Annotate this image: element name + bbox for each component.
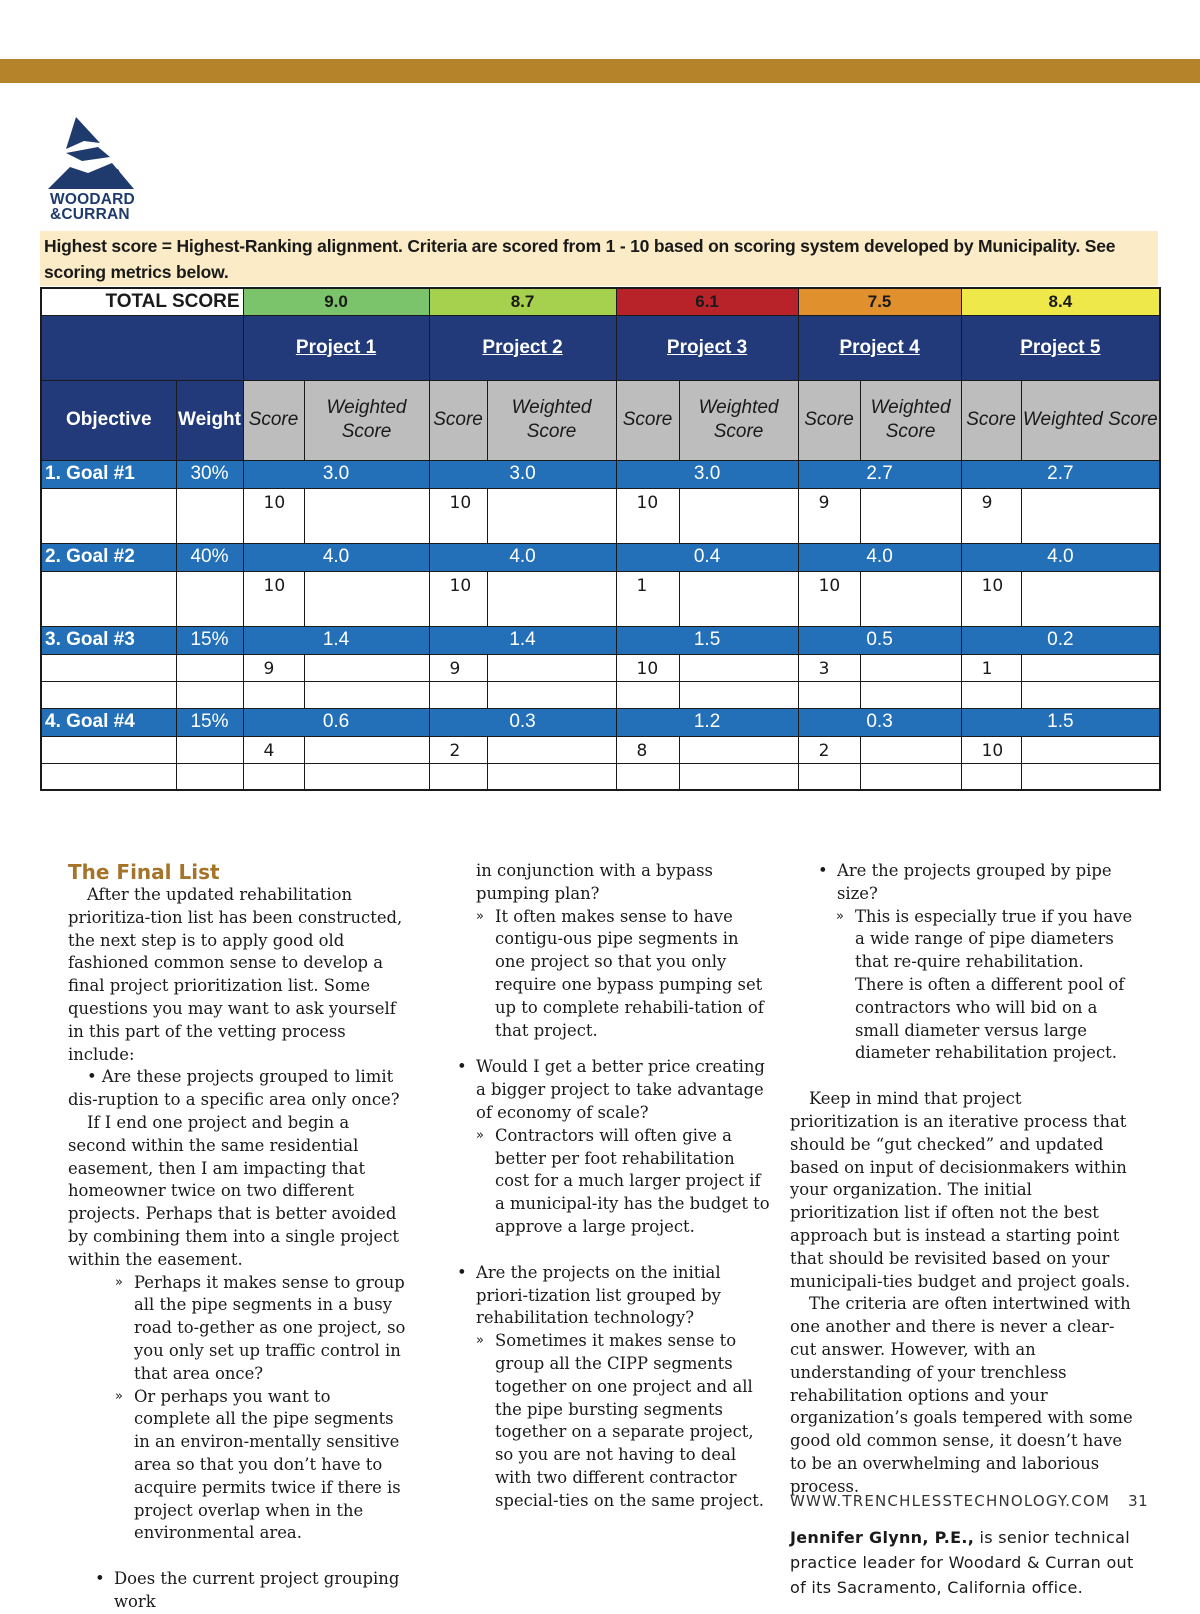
goal-name: 1. Goal #1 <box>41 460 176 488</box>
score-project-3: 10 <box>616 654 679 681</box>
bullet-marker-icon: • <box>457 1057 467 1077</box>
spacer-cell <box>1021 763 1160 790</box>
spacer-cell <box>243 763 304 790</box>
weighted-blank-cell <box>304 571 429 626</box>
weighted-score-project-4: 2.7 <box>798 460 961 488</box>
weighted-score-project-3: 3.0 <box>616 460 798 488</box>
article-column-1 <box>68 860 408 1614</box>
logo-wordmark <box>50 192 135 222</box>
weighted-blank-cell <box>304 654 429 681</box>
score-project-2: 10 <box>429 571 487 626</box>
weighted-blank-cell <box>487 736 616 763</box>
weighted-blank-cell <box>304 488 429 543</box>
goal-weight: 40% <box>176 543 243 571</box>
goal-weight: 30% <box>176 460 243 488</box>
bullet <box>818 860 1135 906</box>
weighted-score-project-1: 0.6 <box>243 708 429 736</box>
footer-website[interactable]: WWW.TRENCHLESSTECHNOLOGY.COM <box>790 1492 1111 1510</box>
sub-bullet-text: Or perhaps you want to complete all the pipe segments in an environ-mentally sensitive area so that you don’t have to acquire permits twice if there is project overlap when in the environmental area. <box>134 1386 401 1543</box>
sub-bullet-marker-icon: » <box>476 1333 484 1349</box>
score-row-blank <box>176 654 243 681</box>
spacer-cell <box>679 763 798 790</box>
total-score-project-3: 6.1 <box>616 288 798 315</box>
weighted-blank-cell <box>1021 571 1160 626</box>
sub-bullet-marker-icon: » <box>476 908 484 924</box>
sub-bullet <box>476 1125 771 1239</box>
score-project-2: 9 <box>429 654 487 681</box>
project-header-row <box>41 315 1160 380</box>
project-4-header: Project 4 <box>798 315 961 380</box>
scoring-notice: Highest score = Highest-Ranking alignment. Criteria are scored from 1 - 10 based on scoring system developed by Municipality. See scoring metrics below. <box>40 231 1158 286</box>
sub-bullet-text: Contractors will often give a better per foot rehabilitation cost for a much larger project if a municipal-ity has the budget to approve a large project. <box>495 1125 770 1236</box>
spacer-cell <box>176 763 243 790</box>
page-footer <box>790 1492 1148 1510</box>
sub-bullet-text: Sometimes it makes sense to group all the CIPP segments together on one project and all the pipe bursting segments together on a separate project, so you are not having to deal with two different contractor special-ties on the same project. <box>495 1331 765 1510</box>
total-score-label: TOTAL SCORE <box>41 288 243 315</box>
article-column-2 <box>457 860 771 1513</box>
goal-row <box>41 460 1160 488</box>
weighted-score-project-4: 0.5 <box>798 626 961 654</box>
score-row-blank <box>41 571 176 626</box>
spacer-row <box>41 681 1160 708</box>
author-bio <box>790 1525 1135 1600</box>
score-project-4: 2 <box>798 736 860 763</box>
weighted-score-project-1: 4.0 <box>243 543 429 571</box>
bullet <box>457 1056 771 1124</box>
weighted-score-project-2: 1.4 <box>429 626 616 654</box>
weighted-score-project-5: 4.0 <box>961 543 1160 571</box>
spacer-cell <box>243 681 304 708</box>
spacer-cell <box>304 763 429 790</box>
weighted-score-header: Weighted Score <box>487 380 616 460</box>
score-row <box>41 571 1160 626</box>
logo-line-2: &CURRAN <box>50 206 130 223</box>
score-row-blank <box>41 736 176 763</box>
total-score-project-2: 8.7 <box>429 288 616 315</box>
score-row <box>41 488 1160 543</box>
bullet-marker-icon: • <box>457 1262 467 1282</box>
weighted-score-header: Weighted Score <box>304 380 429 460</box>
question: • Are these projects grouped to limit dis-ruption to a specific area only once? <box>68 1067 400 1110</box>
total-score-project-5: 8.4 <box>961 288 1160 315</box>
weighted-blank-cell <box>487 571 616 626</box>
weighted-blank-cell <box>679 488 798 543</box>
score-project-4: 3 <box>798 654 860 681</box>
score-project-1: 10 <box>243 571 304 626</box>
author-name: Jennifer Glynn, P.E., <box>790 1527 975 1547</box>
bullet <box>457 1262 771 1330</box>
weighted-score-project-1: 3.0 <box>243 460 429 488</box>
sub-bullet-marker-icon: » <box>115 1274 123 1290</box>
weighted-score-project-3: 0.4 <box>616 543 798 571</box>
column-header-row <box>41 380 1160 460</box>
brand-color-bar <box>0 59 1200 83</box>
goal-weight: 15% <box>176 708 243 736</box>
score-header: Score <box>616 380 679 460</box>
weighted-score-header: Weighted Score <box>679 380 798 460</box>
score-project-1: 10 <box>243 488 304 543</box>
score-row-blank <box>41 654 176 681</box>
weighted-score-header: Weighted Score <box>860 380 961 460</box>
weighted-blank-cell <box>679 571 798 626</box>
weighted-score-project-5: 1.5 <box>961 708 1160 736</box>
score-project-4: 9 <box>798 488 860 543</box>
author-description: is senior technical practice leader for Woodard & Curran out of its Sacramento, California office. <box>790 1527 1134 1597</box>
score-project-2: 10 <box>429 488 487 543</box>
objective-header: Objective <box>41 380 176 460</box>
sub-bullet-marker-icon: » <box>476 1127 484 1143</box>
total-score-row <box>41 288 1160 315</box>
spacer-cell <box>429 681 487 708</box>
score-row <box>41 736 1160 763</box>
project-2-header: Project 2 <box>429 315 616 380</box>
sub-bullet <box>836 906 1135 1066</box>
goal-name: 3. Goal #3 <box>41 626 176 654</box>
bullet-text: Would I get a better price creating a bigger project to take advantage of economy of scale? <box>476 1057 765 1122</box>
page-number: 31 <box>1128 1492 1149 1510</box>
score-project-3: 1 <box>616 571 679 626</box>
spacer-cell <box>860 681 961 708</box>
spacer-cell <box>41 763 176 790</box>
weighted-blank-cell <box>860 488 961 543</box>
score-project-5: 10 <box>961 571 1021 626</box>
article-heading: The Final List <box>68 860 220 884</box>
sub-bullet-marker-icon: » <box>115 1388 123 1404</box>
goal-row <box>41 708 1160 736</box>
bullet-text: Are the projects on the initial priori-tization list grouped by rehabilitation technology? <box>476 1262 721 1328</box>
logo-mountain-icon <box>48 117 138 192</box>
weighted-score-project-5: 2.7 <box>961 460 1160 488</box>
sub-bullet-text: It often makes sense to have contigu-ous pipe segments in one project so that you only require one bypass pumping set up to complete rehabili-tation of that project. <box>495 906 764 1040</box>
sub-bullet-marker-icon: » <box>836 908 844 924</box>
spacer-cell <box>961 681 1021 708</box>
spacer-row <box>41 763 1160 790</box>
paragraph: in conjunction with a bypass pumping plan? <box>476 861 713 903</box>
spacer-cell <box>429 763 487 790</box>
spacer-cell <box>487 681 616 708</box>
article-column-3 <box>790 860 1135 1600</box>
score-row-blank <box>176 488 243 543</box>
weighted-score-project-2: 0.3 <box>429 708 616 736</box>
score-row-blank <box>176 571 243 626</box>
score-row <box>41 654 1160 681</box>
score-project-3: 10 <box>616 488 679 543</box>
logo-line-1: WOODARD <box>50 191 135 208</box>
score-project-4: 10 <box>798 571 860 626</box>
spacer-cell <box>679 681 798 708</box>
weighted-score-header: Weighted Score <box>1021 380 1160 460</box>
spacer-cell <box>41 681 176 708</box>
sub-bullet <box>476 1330 771 1512</box>
spacer-cell <box>487 763 616 790</box>
spacer-cell <box>1021 681 1160 708</box>
score-row-blank <box>41 488 176 543</box>
woodard-curran-logo <box>48 117 138 225</box>
score-project-2: 2 <box>429 736 487 763</box>
sub-bullet <box>476 906 771 1043</box>
weighted-score-project-2: 3.0 <box>429 460 616 488</box>
weighted-score-project-2: 4.0 <box>429 543 616 571</box>
total-score-project-1: 9.0 <box>243 288 429 315</box>
sub-bullet <box>115 1272 408 1386</box>
score-project-3: 8 <box>616 736 679 763</box>
goal-row <box>41 543 1160 571</box>
score-header: Score <box>429 380 487 460</box>
weighted-score-project-5: 0.2 <box>961 626 1160 654</box>
project-1-header: Project 1 <box>243 315 429 380</box>
weighted-blank-cell <box>487 488 616 543</box>
spacer-cell <box>798 763 860 790</box>
score-row-blank <box>176 736 243 763</box>
weighted-blank-cell <box>1021 654 1160 681</box>
spacer-cell <box>616 681 679 708</box>
bullet-text: Does the current project grouping work <box>114 1569 400 1611</box>
paragraph: Keep in mind that project prioritization is an iterative process that should be “gut checked” and updated based on input of decisionmakers within your organization. The initial prioritization list if often not the best approach but is instead a starting point that should be revisited based on your municipali-ties budget and project goals. <box>790 1089 1131 1291</box>
score-project-5: 9 <box>961 488 1021 543</box>
weighted-score-project-3: 1.2 <box>616 708 798 736</box>
score-header: Score <box>798 380 860 460</box>
score-project-5: 1 <box>961 654 1021 681</box>
weighted-blank-cell <box>304 736 429 763</box>
prioritization-score-table <box>40 287 1161 791</box>
score-header: Score <box>961 380 1021 460</box>
weighted-score-project-3: 1.5 <box>616 626 798 654</box>
spacer-cell <box>616 763 679 790</box>
weighted-blank-cell <box>679 736 798 763</box>
project-3-header: Project 3 <box>616 315 798 380</box>
paragraph: After the updated rehabilitation prioritiza-tion list has been constructed, the next step is to apply good old fashioned common sense to develop a final project prioritization list. Some questions you may want to ask yourself in this part of the vetting process include: <box>68 885 403 1064</box>
weighted-score-project-4: 4.0 <box>798 543 961 571</box>
project-header-blank <box>41 315 243 380</box>
spacer-cell <box>176 681 243 708</box>
sub-bullet-text: Perhaps it makes sense to group all the pipe segments in a busy road to-gether as one project, so you only set up traffic control in that area once? <box>134 1272 406 1383</box>
score-project-1: 9 <box>243 654 304 681</box>
sub-bullet-text: This is especially true if you have a wide range of pipe diameters that re-quire rehabilitation. There is often a different pool of contractors who will bid on a small diameter versus large diameter rehabilitation project. <box>855 906 1133 1063</box>
weighted-blank-cell <box>487 654 616 681</box>
spacer-cell <box>961 763 1021 790</box>
weighted-blank-cell <box>1021 488 1160 543</box>
total-score-project-4: 7.5 <box>798 288 961 315</box>
spacer-cell <box>304 681 429 708</box>
weighted-blank-cell <box>860 571 961 626</box>
weighted-blank-cell <box>860 654 961 681</box>
weighted-score-project-4: 0.3 <box>798 708 961 736</box>
weighted-blank-cell <box>860 736 961 763</box>
goal-name: 4. Goal #4 <box>41 708 176 736</box>
spacer-cell <box>798 681 860 708</box>
score-header: Score <box>243 380 304 460</box>
spacer-cell <box>860 763 961 790</box>
bullet-marker-icon: • <box>95 1569 105 1589</box>
bullet-marker-icon: • <box>818 861 828 880</box>
bullet-text: Are the projects grouped by pipe size? <box>837 861 1112 903</box>
score-project-5: 10 <box>961 736 1021 763</box>
paragraph: The criteria are often intertwined with one another and there is never a clear-cut answer. However, with an understanding of your trenchless rehabilitation options and your organization’s goals tempered with some good old common sense, it doesn’t have to be an overwhelming and laborious process. <box>790 1294 1133 1496</box>
paragraph: If I end one project and begin a second within the same residential easement, then I am impacting that homeowner twice on two different projects. Perhaps that is better avoided by combining them into a single project within the easement. <box>68 1112 399 1269</box>
weight-header: Weight <box>176 380 243 460</box>
goal-row <box>41 626 1160 654</box>
weighted-score-project-1: 1.4 <box>243 626 429 654</box>
goal-name: 2. Goal #2 <box>41 543 176 571</box>
weighted-blank-cell <box>1021 736 1160 763</box>
project-5-header: Project 5 <box>961 315 1160 380</box>
goal-weight: 15% <box>176 626 243 654</box>
score-project-1: 4 <box>243 736 304 763</box>
weighted-blank-cell <box>679 654 798 681</box>
sub-bullet <box>115 1386 408 1546</box>
